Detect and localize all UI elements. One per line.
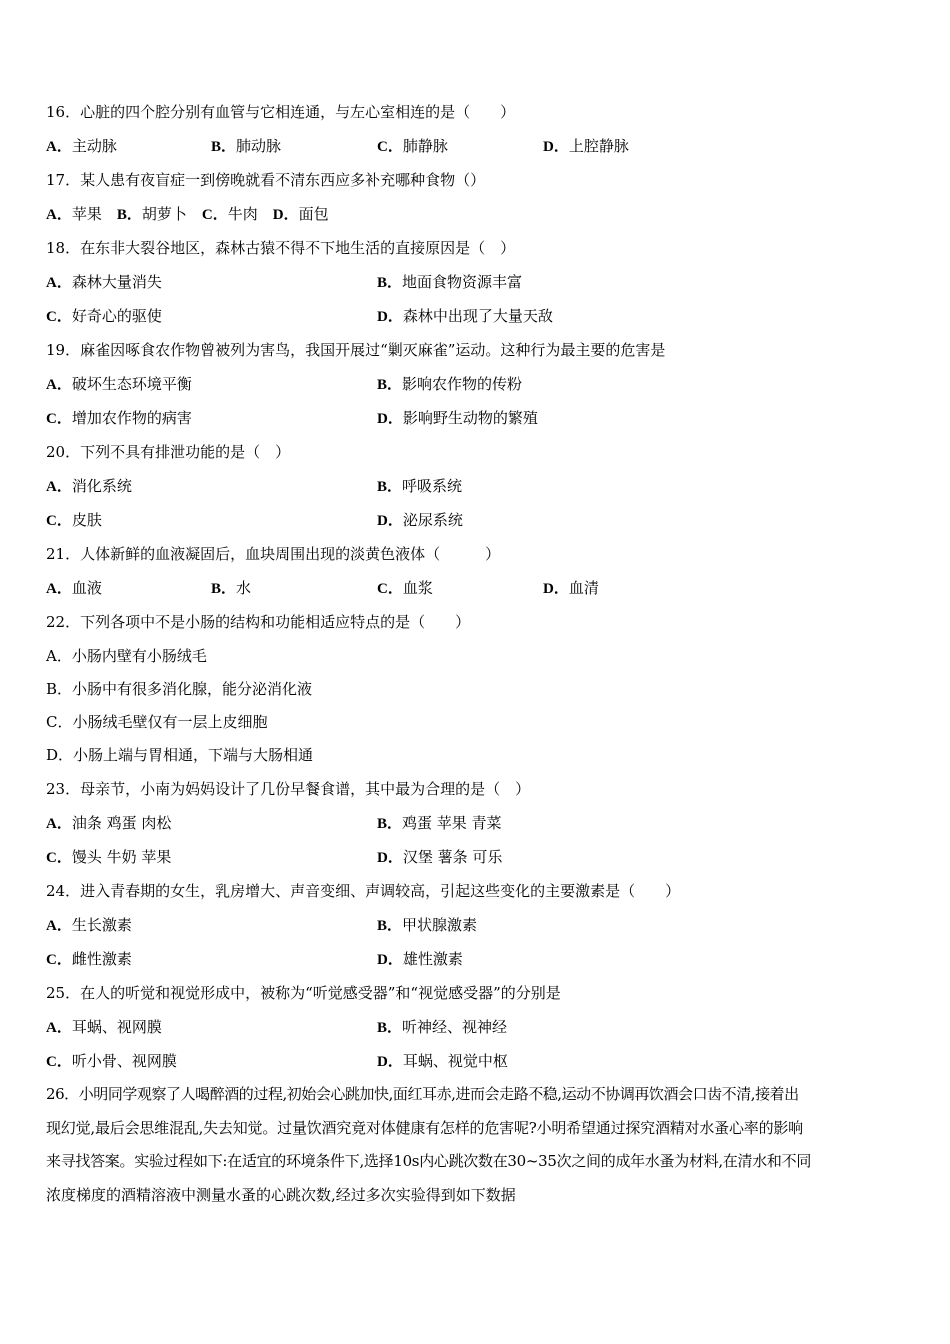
- question-26-line-4: 浓度梯度的酒精溶液中测量水蚤的心跳次数,经过多次实验得到如下数据: [46, 1185, 516, 1204]
- question-20-option-c: C．皮肤: [46, 511, 102, 529]
- question-24-option-b: B．甲状腺激素: [377, 916, 478, 934]
- question-19-stem: 19．麻雀因啄食农作物曾被列为害鸟，我国开展过“剿灭麻雀”运动。这种行为最主要的危害是: [46, 341, 666, 359]
- question-18-option-c: C．好奇心的驱使: [46, 307, 162, 325]
- question-22-option-a: A．小肠内壁有小肠绒毛: [46, 647, 207, 665]
- question-25-option-b: B．听神经、视神经: [377, 1018, 508, 1036]
- question-22-option-b: B．小肠中有很多消化腺，能分泌消化液: [46, 680, 313, 698]
- question-16-option-b: B．肺动脉: [211, 137, 282, 155]
- question-19-option-b: B．影响农作物的传粉: [377, 375, 523, 393]
- question-21-option-c: C．血浆: [377, 579, 433, 597]
- question-19-option-d: D．影响野生动物的繁殖: [377, 409, 538, 427]
- question-18-stem: 18．在东非大裂谷地区，森林古猿不得不下地生活的直接原因是（ ）: [46, 239, 516, 257]
- question-21-option-b: B．水: [211, 579, 252, 597]
- question-24-option-d: D．雄性激素: [377, 950, 463, 968]
- question-22-stem: 22．下列各项中不是小肠的结构和功能相适应特点的是（ ）: [46, 613, 471, 631]
- question-16-option-d: D．上腔静脉: [543, 137, 629, 155]
- question-16-option-c: C．肺静脉: [377, 137, 448, 155]
- question-19-option-c: C．增加农作物的病害: [46, 409, 192, 427]
- question-20-stem: 20．下列不具有排泄功能的是（ ）: [46, 443, 291, 461]
- question-23-option-a: A．油条 鸡蛋 肉松: [46, 814, 172, 832]
- question-23-option-d: D．汉堡 薯条 可乐: [377, 848, 503, 866]
- question-16-option-a: A．主动脉: [46, 137, 117, 155]
- question-16-stem: 16．心脏的四个腔分别有血管与它相连通，与左心室相连的是（ ）: [46, 103, 516, 121]
- question-19-option-a: A．破坏生态环境平衡: [46, 375, 192, 393]
- question-26-paragraph: [46, 1078, 908, 1212]
- question-20-option-b: B．呼吸系统: [377, 477, 463, 495]
- question-24-stem: 24．进入青春期的女生，乳房增大、声音变细、声调较高，引起这些变化的主要激素是（ ）: [46, 882, 681, 900]
- question-21-stem: 21．人体新鲜的血液凝固后，血块周围出现的淡黄色液体（ ）: [46, 545, 501, 563]
- question-26-line-3: 来寻找答案。实验过程如下:在适宜的环境条件下,选择10s内心跳次数在30~35次之间的成年水蚤为材料,在清水和不同: [46, 1152, 812, 1171]
- question-18-option-b: B．地面食物资源丰富: [377, 273, 523, 291]
- question-17-options: A．苹果 B．胡萝卜 C．牛肉 D．面包: [46, 205, 329, 223]
- question-22-option-c: C．小肠绒毛壁仅有一层上皮细胞: [46, 713, 268, 731]
- question-25-option-c: C．听小骨、视网膜: [46, 1052, 177, 1070]
- question-18-option-a: A．森林大量消失: [46, 273, 162, 291]
- question-21-option-a: A．血液: [46, 579, 102, 597]
- question-21-option-d: D．血清: [543, 579, 599, 597]
- question-23-stem: 23．母亲节，小南为妈妈设计了几份早餐食谱，其中最为合理的是（ ）: [46, 780, 531, 798]
- question-23-option-b: B．鸡蛋 苹果 青菜: [377, 814, 502, 832]
- question-20-option-d: D．泌尿系统: [377, 511, 463, 529]
- question-25-option-a: A．耳蜗、视网膜: [46, 1018, 162, 1036]
- question-26-line-2: 现幻觉,最后会思维混乱,失去知觉。过量饮酒究竟对体健康有怎样的危害呢?小明希望通过探究酒精对水蚤心率的影响: [46, 1118, 803, 1137]
- question-20-option-a: A．消化系统: [46, 477, 132, 495]
- question-25-stem: 25．在人的听觉和视觉形成中，被称为“听觉感受器”和“视觉感受器”的分别是: [46, 984, 561, 1002]
- question-23-option-c: C．馒头 牛奶 苹果: [46, 848, 172, 866]
- question-26-line-1: 26．小明同学观察了人喝醉酒的过程,初始会心跳加快,面红耳赤,进而会走路不稳,运动不协调再饮酒会口齿不清,接着出: [46, 1085, 799, 1103]
- question-25-option-d: D．耳蜗、视觉中枢: [377, 1052, 508, 1070]
- question-22-option-d: D．小肠上端与胃相通，下端与大肠相通: [46, 746, 314, 764]
- question-18-option-d: D．森林中出现了大量天敌: [377, 307, 553, 325]
- question-17-stem: 17．某人患有夜盲症一到傍晚就看不清东西应多补充哪种食物（）: [46, 171, 486, 189]
- question-24-option-a: A．生长激素: [46, 916, 132, 934]
- question-24-option-c: C．雌性激素: [46, 950, 132, 968]
